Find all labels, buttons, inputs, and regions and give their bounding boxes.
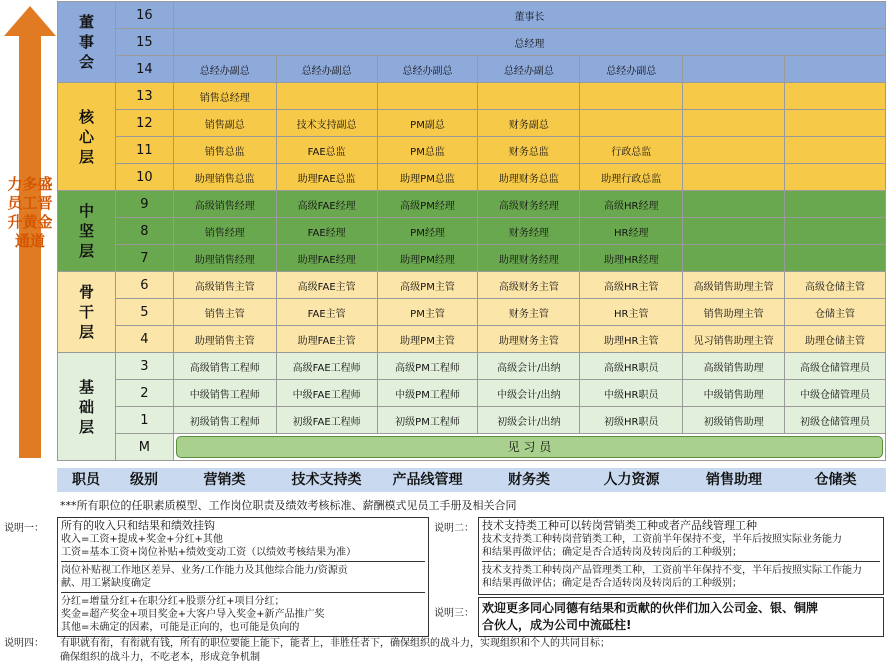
position-cell <box>683 56 785 83</box>
band-label: 核心层 <box>58 83 116 191</box>
position-cell <box>785 245 886 272</box>
position-cell: 见习销售助理主管 <box>683 326 785 353</box>
explain1-sec1 <box>61 519 425 559</box>
level-row <box>58 2 886 29</box>
level-number: 3 <box>115 353 173 380</box>
level-number: 13 <box>115 83 173 110</box>
level-row <box>58 218 886 245</box>
position-cell: PM总监 <box>377 137 478 164</box>
level-row <box>58 245 886 272</box>
level-row <box>58 434 886 461</box>
explain1-box <box>57 517 429 637</box>
position-cell <box>785 191 886 218</box>
position-cell: 销售主管 <box>173 299 276 326</box>
position-cell: 助理销售总监 <box>173 164 276 191</box>
position-cell <box>785 218 886 245</box>
position-cell <box>683 164 785 191</box>
level-number: 9 <box>115 191 173 218</box>
position-cell: 总经办副总 <box>580 56 683 83</box>
explain1-line: 奖金=超产奖金+项目奖金+大客户导入奖金+新产品推广奖 <box>61 609 325 620</box>
position-cell: 财务主管 <box>478 299 580 326</box>
explain2-line: 技术支持类工种可以转岗营销类工种或者产品线管理工种 <box>482 519 757 532</box>
level-number: M <box>115 434 173 461</box>
position-cell: 助理财务总监 <box>478 164 580 191</box>
position-cell: 初级HR职员 <box>580 407 683 434</box>
position-cell: 初级销售工程师 <box>173 407 276 434</box>
level-number: 15 <box>115 29 173 56</box>
explain3-line: 欢迎更多同心同德有结果和贡献的伙伴们加入公司金、银、铜牌 <box>482 601 819 615</box>
position-cell: 助理HR经理 <box>580 245 683 272</box>
intern-bar: 见 习 员 <box>176 436 883 458</box>
explain2-line: 和结果再做评估；确定是否合适转岗及转岗后的工种级别； <box>482 578 742 589</box>
explain2-line: 和结果再做评估；确定是否合适转岗及转岗后的工种级别； <box>482 547 742 558</box>
position-cell <box>683 83 785 110</box>
level-row <box>58 326 886 353</box>
career-ladder-grid <box>57 1 886 461</box>
position-cell <box>683 245 785 272</box>
position-cell: 中级销售工程师 <box>173 380 276 407</box>
position-cell: PM主管 <box>377 299 478 326</box>
level-row <box>58 299 886 326</box>
position-cell <box>785 110 886 137</box>
position-cell: 中级FAE工程师 <box>276 380 377 407</box>
position-cell: 高级销售工程师 <box>173 353 276 380</box>
position-cell <box>785 164 886 191</box>
position-cell: 初级PM工程师 <box>377 407 478 434</box>
level-number: 2 <box>115 380 173 407</box>
column-header: 销售助理 <box>706 472 762 488</box>
level-number: 7 <box>115 245 173 272</box>
level-row <box>58 56 886 83</box>
position-cell: 财务副总 <box>478 110 580 137</box>
column-header-row <box>57 468 886 492</box>
level-row <box>58 353 886 380</box>
position-cell: 助理PM经理 <box>377 245 478 272</box>
position-cell: 高级仓储管理员 <box>785 353 886 380</box>
explain1-line: 岗位补贴视工作地区差异、业务/工作能力及其他综合能力/资源贡 <box>61 565 348 576</box>
explain1-line: 收入=工资+提成+奖金+分红+其他 <box>61 534 223 545</box>
explain1-line: 所有的收入只和结果和绩效挂钩 <box>61 519 215 532</box>
position-cell: 技术支持副总 <box>276 110 377 137</box>
position-cell: 助理PM主管 <box>377 326 478 353</box>
position-cell: 销售助理主管 <box>683 299 785 326</box>
position-cell: 高级销售助理 <box>683 353 785 380</box>
position-cell: 初级仓储管理员 <box>785 407 886 434</box>
level-number: 4 <box>115 326 173 353</box>
position-cell <box>785 56 886 83</box>
explain3-label: 说明三： <box>434 608 474 619</box>
column-header: 技术支持类 <box>291 472 362 488</box>
level-row <box>58 407 886 434</box>
explain3-line: 合伙人，成为公司中流砥柱! <box>482 618 632 632</box>
position-cell: 助理FAE经理 <box>276 245 377 272</box>
column-header: 产品线管理 <box>392 472 463 488</box>
position-cell <box>276 83 377 110</box>
position-cell: 助理财务主管 <box>478 326 580 353</box>
band-label: 骨干层 <box>58 272 116 353</box>
position-cell: FAE主管 <box>276 299 377 326</box>
level-row <box>58 380 886 407</box>
footnote: ***所有职位的任职素质模型、工作岗位职责及绩效考核标准、薪酬模式见员工手册及相关合同 <box>60 499 517 512</box>
position-cell: PM副总 <box>377 110 478 137</box>
position-cell <box>785 83 886 110</box>
position-cell: PM经理 <box>377 218 478 245</box>
position-cell: 销售总监 <box>173 137 276 164</box>
position-cell: 高级PM工程师 <box>377 353 478 380</box>
position-cell: 高级仓储主管 <box>785 272 886 299</box>
position-cell: 高级HR经理 <box>580 191 683 218</box>
position-cell: 总经办副总 <box>173 56 276 83</box>
level-number: 5 <box>115 299 173 326</box>
position-cell <box>683 110 785 137</box>
column-header: 人力资源 <box>603 472 660 488</box>
explain2-line: 技术支持类工种转岗营销类工种，工资前半年保持不变，半年后按照实际业务能力 <box>482 534 842 545</box>
band-label: 中坚层 <box>58 191 116 272</box>
level-number: 10 <box>115 164 173 191</box>
position-cell: 中级HR职员 <box>580 380 683 407</box>
level-row <box>58 164 886 191</box>
position-cell: 高级PM经理 <box>377 191 478 218</box>
position-cell: 高级PM主管 <box>377 272 478 299</box>
position-cell: 高级HR职员 <box>580 353 683 380</box>
position-cell: 财务经理 <box>478 218 580 245</box>
position-cell: FAE总监 <box>276 137 377 164</box>
position-cell <box>683 191 785 218</box>
level-number: 6 <box>115 272 173 299</box>
position-cell: 中级销售助理 <box>683 380 785 407</box>
explain2-sec2 <box>482 561 880 590</box>
column-header: 级别 <box>130 472 158 488</box>
position-cell: 高级财务主管 <box>478 272 580 299</box>
position-cell: 总经理 <box>173 29 885 56</box>
position-cell: 高级销售助理主管 <box>683 272 785 299</box>
position-cell: 高级FAE工程师 <box>276 353 377 380</box>
position-cell: 总经办副总 <box>478 56 580 83</box>
explain2-sec1 <box>482 519 880 559</box>
band-label: 董事会 <box>58 2 116 83</box>
column-header: 仓储类 <box>814 472 857 488</box>
position-cell: 行政总监 <box>580 137 683 164</box>
position-cell <box>683 218 785 245</box>
ladder-table <box>57 1 886 461</box>
explain4-line: 确保组织的战斗力，不吃老本，形成竞争机制 <box>60 652 260 663</box>
position-cell <box>683 137 785 164</box>
band-label: 基础层 <box>58 353 116 461</box>
explain2-label: 说明二： <box>434 523 474 534</box>
position-cell <box>377 83 478 110</box>
position-cell: 中级会计/出纳 <box>478 380 580 407</box>
explain1-line: 其他=未确定的因素，可能是正向的，也可能是负向的 <box>61 622 300 633</box>
position-cell: HR主管 <box>580 299 683 326</box>
explain1-sec2 <box>61 561 425 590</box>
column-header: 财务类 <box>508 472 550 488</box>
level-row <box>58 29 886 56</box>
position-cell: 初级会计/出纳 <box>478 407 580 434</box>
explain4-label: 说明四： <box>4 638 44 649</box>
position-cell: 助理销售主管 <box>173 326 276 353</box>
position-cell: 销售总经理 <box>173 83 276 110</box>
position-cell: 中级仓储管理员 <box>785 380 886 407</box>
position-cell: 助理财务经理 <box>478 245 580 272</box>
level-number: 16 <box>115 2 173 29</box>
position-cell: 助理FAE总监 <box>276 164 377 191</box>
level-row <box>58 272 886 299</box>
position-cell: 高级HR主管 <box>580 272 683 299</box>
level-row <box>58 83 886 110</box>
arrow-label: 力多盛员工晋升黄金通道 <box>7 175 53 250</box>
position-cell: HR经理 <box>580 218 683 245</box>
level-row <box>58 191 886 218</box>
explain4-line: 有职就有衔，有衔就有钱，所有的职位要能上能下，能者上，非胜任者下，确保组织的战斗力，实现组织和个人的共同目标； <box>60 638 610 649</box>
explain1-line: 工资=基本工资+岗位补贴+绩效变动工资（以绩效考核结果为准） <box>61 547 357 558</box>
position-cell <box>580 83 683 110</box>
position-cell: 初级销售助理 <box>683 407 785 434</box>
position-cell: 高级FAE经理 <box>276 191 377 218</box>
position-cell: 初级FAE工程师 <box>276 407 377 434</box>
explain2-line: 技术支持类工种转岗产品管理类工种，工资前半年保持不变，半年后按照实际工作能力 <box>482 565 862 576</box>
position-cell <box>478 83 580 110</box>
position-cell: 高级财务经理 <box>478 191 580 218</box>
position-cell: 高级FAE主管 <box>276 272 377 299</box>
position-cell: FAE经理 <box>276 218 377 245</box>
level-row <box>58 110 886 137</box>
position-cell <box>785 137 886 164</box>
position-cell: 仓储主管 <box>785 299 886 326</box>
level-number: 11 <box>115 137 173 164</box>
level-number: 14 <box>115 56 173 83</box>
level-number: 12 <box>115 110 173 137</box>
explain1-line: 献、用工紧缺度确定 <box>61 578 151 589</box>
explain3-box <box>478 597 884 637</box>
position-cell: 总经办副总 <box>276 56 377 83</box>
level-number: 8 <box>115 218 173 245</box>
position-cell: 助理行政总监 <box>580 164 683 191</box>
position-cell: 高级销售主管 <box>173 272 276 299</box>
level-row <box>58 137 886 164</box>
position-cell: 销售经理 <box>173 218 276 245</box>
position-cell: 高级会计/出纳 <box>478 353 580 380</box>
position-cell: 总经办副总 <box>377 56 478 83</box>
position-cell: 助理销售经理 <box>173 245 276 272</box>
position-cell <box>580 110 683 137</box>
explain1-sec3 <box>61 592 425 634</box>
explain2-box <box>478 517 884 595</box>
position-cell: 高级销售经理 <box>173 191 276 218</box>
position-cell: 助理HR主管 <box>580 326 683 353</box>
position-cell: 财务总监 <box>478 137 580 164</box>
position-cell: 董事长 <box>173 2 885 29</box>
column-header: 职员 <box>72 472 100 488</box>
position-cell: 助理仓储主管 <box>785 326 886 353</box>
explain1-label: 说明一： <box>4 523 44 534</box>
column-header: 营销类 <box>203 472 246 488</box>
explain1-line: 分红=增量分红+在职分红+股票分红+项目分红； <box>61 596 285 607</box>
position-cell: 中级PM工程师 <box>377 380 478 407</box>
position-cell: 助理FAE主管 <box>276 326 377 353</box>
position-cell: 销售副总 <box>173 110 276 137</box>
position-cell: 助理PM总监 <box>377 164 478 191</box>
level-number: 1 <box>115 407 173 434</box>
